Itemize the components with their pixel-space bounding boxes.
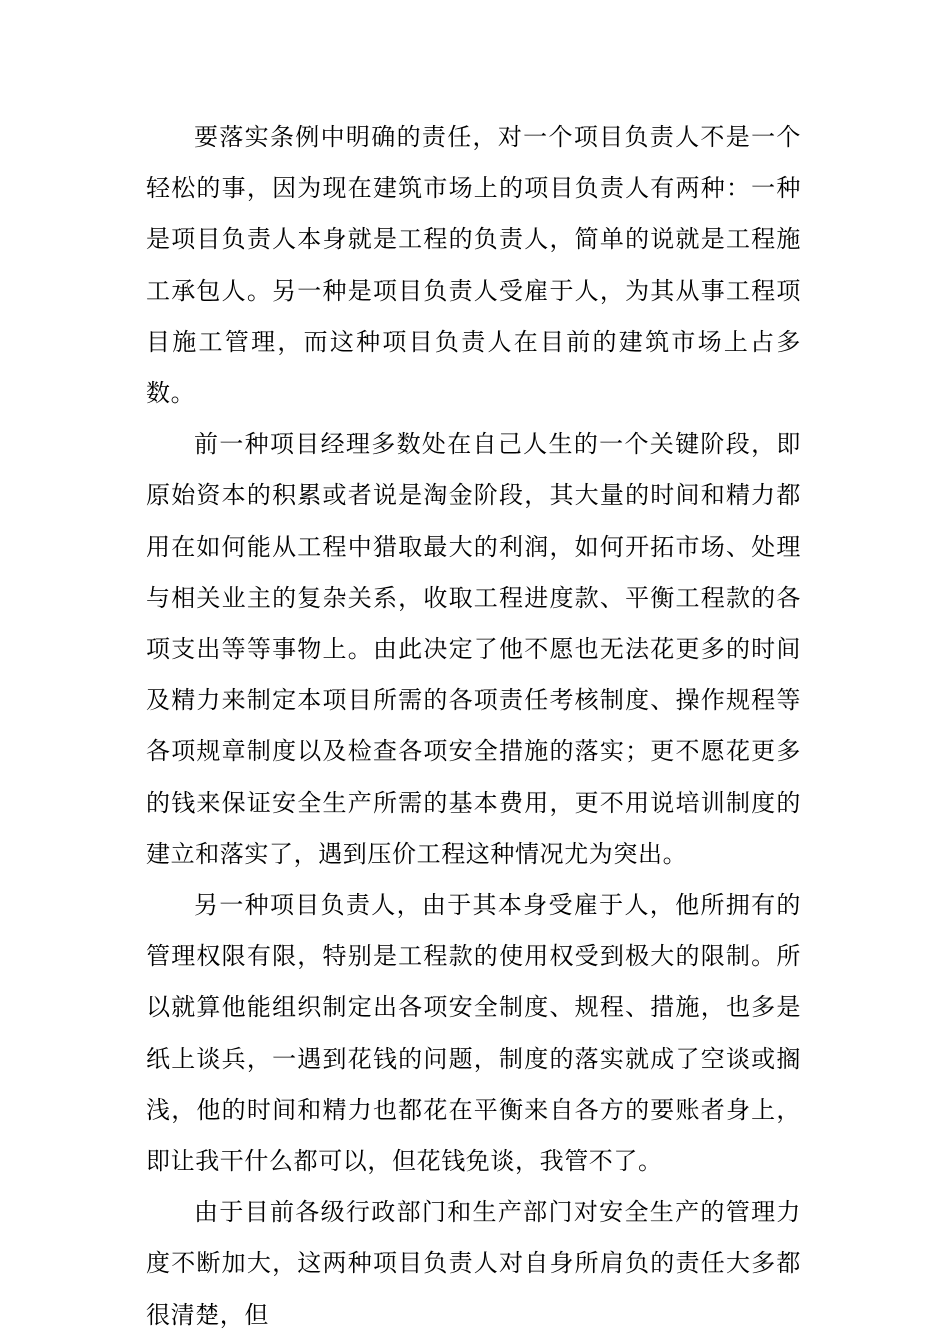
paragraph-3: 另一种项目负责人，由于其本身受雇于人，他所拥有的管理权限有限，特别是工程款的使用权受到极大的限制。所以就算他能组织制定出各项安全制度、规程、措施，也多是纸上谈兵，一遇到花钱的问题，制度的落实就成了空谈或搁浅，他的时间和精力也都花在平衡来自各方的要账者身上，即让我干什么都可以，但花钱免谈，我管不了。 (146, 891, 801, 1176)
paragraph-2: 前一种项目经理多数处在自己人生的一个关键阶段，即原始资本的积累或者说是淘金阶段，其大量的时间和精力都用在如何能从工程中猎取最大的利润，如何开拓市场、处理与相关业主的复杂关系，收取工程进度款、平衡工程款的各项支出等等事物上。由此决定了他不愿也无法花更多的时间及精力来制定本项目所需的各项责任考核制度、操作规程等各项规章制度以及检查各项安全措施的落实；更不愿花更多的钱来保证安全生产所需的基本费用，更不用说培训制度的建立和落实了，遇到压价工程这种情况尤为突出。 (146, 430, 801, 868)
paragraph-4: 由于目前各级行政部门和生产部门对安全生产的管理力度不断加大，这两种项目负责人对自身所肩负的责任大多都很清楚，但 (146, 1198, 801, 1329)
paragraph-1: 要落实条例中明确的责任，对一个项目负责人不是一个轻松的事，因为现在建筑市场上的项目负责人有两种：一种是项目负责人本身就是工程的负责人，简单的说就是工程施工承包人。另一种是项目负责人受雇于人，为其从事工程项目施工管理，而这种项目负责人在目前的建筑市场上占多数。 (146, 123, 801, 408)
document-body (146, 112, 801, 1341)
